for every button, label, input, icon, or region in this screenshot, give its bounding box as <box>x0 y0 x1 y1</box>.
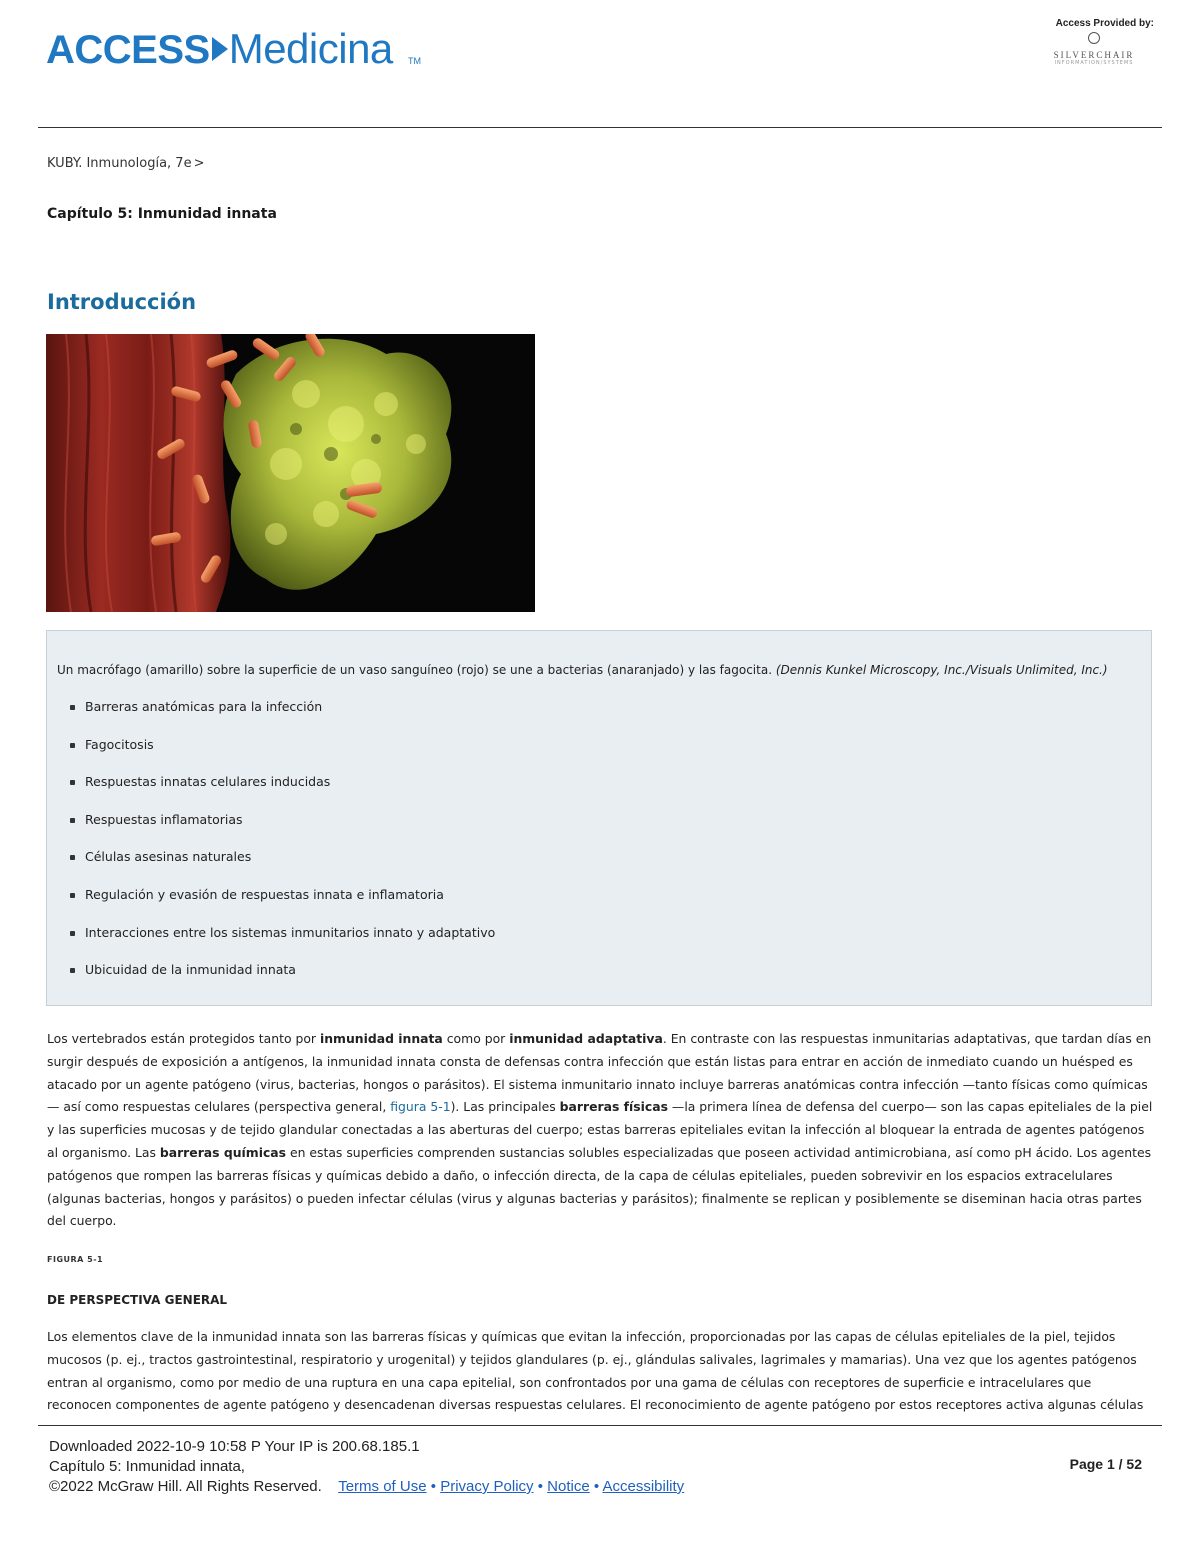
macrophage-figure-image[interactable] <box>46 334 535 612</box>
page-footer <box>49 1437 684 1497</box>
logo-access-text: ACCESS <box>46 28 210 72</box>
globe-icon <box>1088 32 1100 44</box>
footer-divider <box>38 1425 1162 1426</box>
macrophage-illustration <box>46 334 535 612</box>
header-divider <box>38 127 1162 128</box>
access-provider <box>1034 18 1154 66</box>
provider-label: Access Provided by: <box>1055 18 1154 29</box>
list-item: Respuestas innatas celulares inducidas <box>67 774 495 812</box>
logo-arrow-icon <box>212 37 228 61</box>
paragraph-text: . En contraste con las respuestas inmunitarias adaptativas, que tardan días en surgir después de exposición a antígenos, la inmunidad innata consta de defensas contra infección que están listas para entrar en acción de inmediato cuando un huésped es atacado por un agente patógeno (virus, bacterias, hongos o parásitos). El sistema inmunitario innato incluye barreras anatómicas contra infección —tanto físicas como químicas— así como respuestas celulares (perspectiva general, <box>47 1031 1152 1115</box>
provider-name: SILVERCHAIR <box>1053 50 1135 60</box>
copyright: ©2022 McGraw Hill. All Rights Reserved. <box>49 1478 322 1495</box>
separator: • <box>593 1478 600 1495</box>
page-number: Page 1 / 52 <box>1069 1456 1142 1472</box>
separator: • <box>430 1478 437 1495</box>
footer-links-row <box>49 1477 684 1497</box>
figure-caption-box <box>46 630 1152 1006</box>
accessibility-link[interactable]: Accessibility <box>602 1478 685 1495</box>
notice-link[interactable]: Notice <box>547 1478 590 1495</box>
privacy-policy-link[interactable]: Privacy Policy <box>440 1478 534 1495</box>
chapter-outline-list <box>67 699 495 1000</box>
list-item: Regulación y evasión de respuestas innata e inflamatoria <box>67 887 495 925</box>
figure-caption <box>57 663 1145 677</box>
list-item: Fagocitosis <box>67 737 495 775</box>
terms-of-use-link[interactable]: Terms of Use <box>338 1478 427 1495</box>
intro-paragraph <box>47 1028 1155 1233</box>
logo-trademark: TM <box>408 56 421 66</box>
list-item: Ubicuidad de la inmunidad innata <box>67 962 495 1000</box>
bold-term: inmunidad adaptativa <box>509 1031 663 1046</box>
access-medicina-logo[interactable] <box>46 18 421 82</box>
paragraph-text: Los vertebrados están protegidos tanto por <box>47 1031 320 1046</box>
footer-chapter: Capítulo 5: Inmunidad innata, <box>49 1458 245 1475</box>
list-item: Interacciones entre los sistemas inmunitarios innato y adaptativo <box>67 925 495 963</box>
breadcrumb[interactable] <box>47 156 204 171</box>
figure-title: DE PERSPECTIVA GENERAL <box>47 1293 228 1307</box>
download-info: Downloaded 2022-10-9 10:58 P Your IP is 200.68.185.1 <box>49 1438 420 1455</box>
provider-subtitle: INFORMATION/SYSTEMS <box>1054 60 1134 66</box>
overview-paragraph: Los elementos clave de la inmunidad innata son las barreras físicas y químicas que evitan la infección, proporcionadas por las capas de células epiteliales de la piel, tejidos mucosos (p. ej., tractos gastrointestinal, respiratorio y urogenital) y tejidos glandulares (p. ej., glándulas salivales, lagrimales y mamarias). Una vez que los agentes patógenos entran al organismo, como por medio de una ruptura en una capa epitelial, son confrontados por una gama de células con receptores de superficie e intracelulares que reconocen componentes de agente patógeno y desencadenan diversas respuestas celulares. El reconocimiento de agente patógeno por estos receptores activa algunas células <box>47 1329 1144 1413</box>
list-item: Respuestas inflamatorias <box>67 812 495 850</box>
paragraph-text: ). Las principales <box>450 1099 560 1115</box>
chapter-title: Capítulo 5: Inmunidad innata <box>47 206 277 222</box>
list-item: Células asesinas naturales <box>67 849 495 887</box>
separator: • <box>537 1478 543 1495</box>
caption-text: Un macrófago (amarillo) sobre la superficie de un vaso sanguíneo (rojo) se une a bacterias (anaranjado) y las fagocita. <box>57 663 776 677</box>
bold-term: inmunidad innata <box>319 1031 443 1046</box>
paragraph-text: —la primera línea de defensa del cuerpo— son las capas epiteliales de la piel y las superficies mucosas y de tejido glandular conectadas a las aberturas del cuerpo; estas barreras epiteliales evitan la infección al bloquear la entrada de agentes patógenos al organismo. Las <box>47 1099 1153 1160</box>
bold-term: barreras químicas <box>159 1144 287 1160</box>
figure-link[interactable]: figura 5-1 <box>390 1099 451 1115</box>
chevron-right-icon: > <box>193 156 205 171</box>
bold-term: barreras físicas <box>559 1099 668 1115</box>
list-item: Barreras anatómicas para la infección <box>67 699 495 737</box>
breadcrumb-book[interactable]: KUBY. Inmunología, 7e <box>47 156 192 171</box>
section-title: Introducción <box>47 290 197 314</box>
caption-credit: (Dennis Kunkel Microscopy, Inc./Visuals Unlimited, Inc.) <box>775 663 1108 677</box>
paragraph-text: como por <box>442 1031 510 1046</box>
logo-medicina-text: Medicina <box>228 25 393 72</box>
paragraph-text: en estas superficies comprenden sustancias solubles especializadas que poseen actividad antimicrobiana, así como pH ácido. Los agentes patógenos que rompen las barreras físicas y químicas debido a daño, o infección directa, de la capa de células epiteliales, pueden sobrevivir en los espacios extracelulares (algunas bacterias, hongos y parásitos) o pueden infectar células (virus y algunas bacterias y parásitos); finalmente se replican y posiblemente se diseminan hacia otras partes del cuerpo. <box>47 1144 1152 1229</box>
figure-label: FIGURA 5-1 <box>47 1255 104 1264</box>
